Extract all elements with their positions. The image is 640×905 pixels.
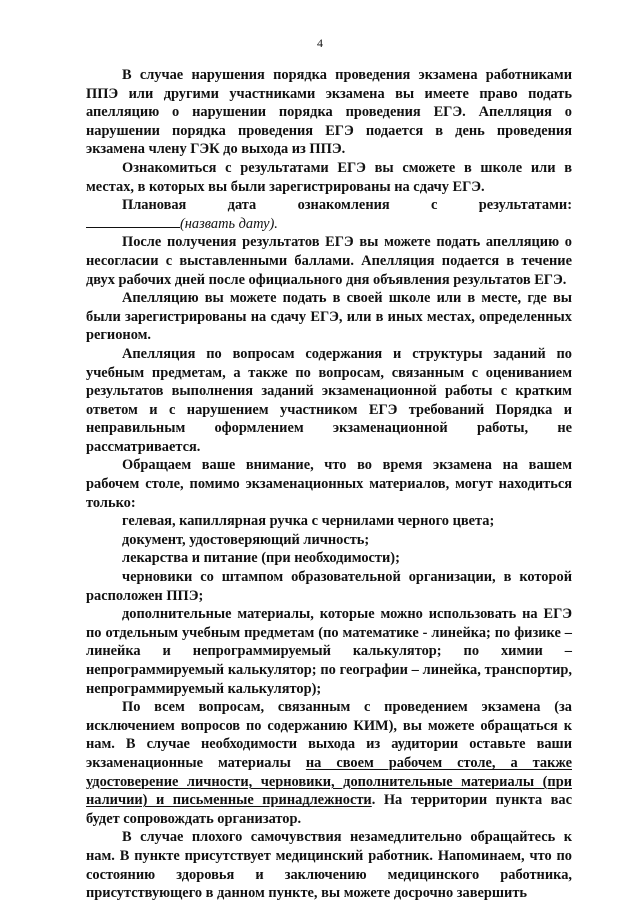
list-item: лекарства и питание (при необходимости); (122, 550, 400, 567)
paragraph-results-date (86, 196, 572, 215)
contact-text-start: По всем вопросам, связанным с проведением экзамена (за исключением вопросов по содержанию КИМ), вы можете обращаться к нам. В случае необходимости выхода из аудитории оставьте ваши экзаменационные материалы (86, 699, 572, 771)
list-item: гелевая, капиллярная ручка с чернилами черного цвета; (122, 513, 495, 530)
page-number: 4 (317, 36, 323, 50)
date-blank-line (86, 215, 180, 228)
paragraph-medical-help: В случае плохого самочувствия незамедлительно обращайтесь к нам. В пункте присутствует медицинский работник. Напоминаем, что по состоянию здоровья и заключению медицинского работника, присутствующего в данном пункте, вы можете досрочно завершить (86, 829, 572, 902)
list-item: черновики со штампом образовательной организации, в которой расположен ППЭ; (86, 569, 572, 604)
results-date-label: Плановая дата ознакомления с результатами: (122, 197, 572, 214)
document-body (86, 66, 572, 903)
paragraph-appeal-scores: После получения результатов ЕГЭ вы можете подать апелляцию о несогласии с выставленными баллами. Апелляция подается в течение двух рабочих дней после официального дня объявления результатов ЕГЭ. (86, 234, 572, 288)
paragraph-appeal-location: Апелляцию вы можете подать в своей школе или в месте, где вы были зарегистрированы на сдачу ЕГЭ, или в иных местах, определенных регионом. (86, 290, 572, 344)
paragraph-allowed-items-intro: Обращаем ваше внимание, что во время экзамена на вашем рабочем столе, помимо экзаменационных материалов, могут находиться только: (86, 457, 572, 511)
paragraph-contact-organizer (86, 698, 572, 828)
list-item: документ, удостоверяющий личность; (122, 531, 370, 548)
contact-text-underlined: на своем рабочем столе, а также удостоверение личности, черновики, дополнительные материалы (при наличии) и письменные принадлежности (86, 754, 572, 809)
date-hint: (назвать дату). (180, 215, 278, 232)
paragraph-appeal-procedure-violation: В случае нарушения порядка проведения экзамена работниками ППЭ или другими участниками экзамена вы имеете право подать апелляцию о нарушении порядка проведения ЕГЭ. Апелляция о нарушении порядка проведения ЕГЭ подается в день проведения экзамена члену ГЭК до выхода из ППЭ. (86, 67, 572, 158)
contact-text-end: . На территории пункта вас будет сопровождать организатор. (86, 792, 573, 827)
paragraph-appeal-not-considered: Апелляция по вопросам содержания и структуры заданий по учебным предметам, а также по вопросам, связанным с оцениванием результатов выполнения заданий экзаменационной работы с кратким ответом и с нарушением участником ЕГЭ требований Порядка и неправильным оформлением экзаменационной работы, не рассматривается. (86, 345, 572, 455)
paragraph-results-date-blank (86, 215, 572, 234)
list-item: дополнительные материалы, которые можно использовать на ЕГЭ по отдельным учебным предметам (по математике - линейка; по физике – линейка и непрограммируемый калькулятор; по химии – непрограммируемый калькулятор; по географии – линейка, транспортир, непрограммируемый калькулятор); (86, 606, 572, 697)
paragraph-results-location: Ознакомиться с результатами ЕГЭ вы сможете в школе или в местах, в которых вы были зарегистрированы на сдачу ЕГЭ. (86, 159, 572, 195)
